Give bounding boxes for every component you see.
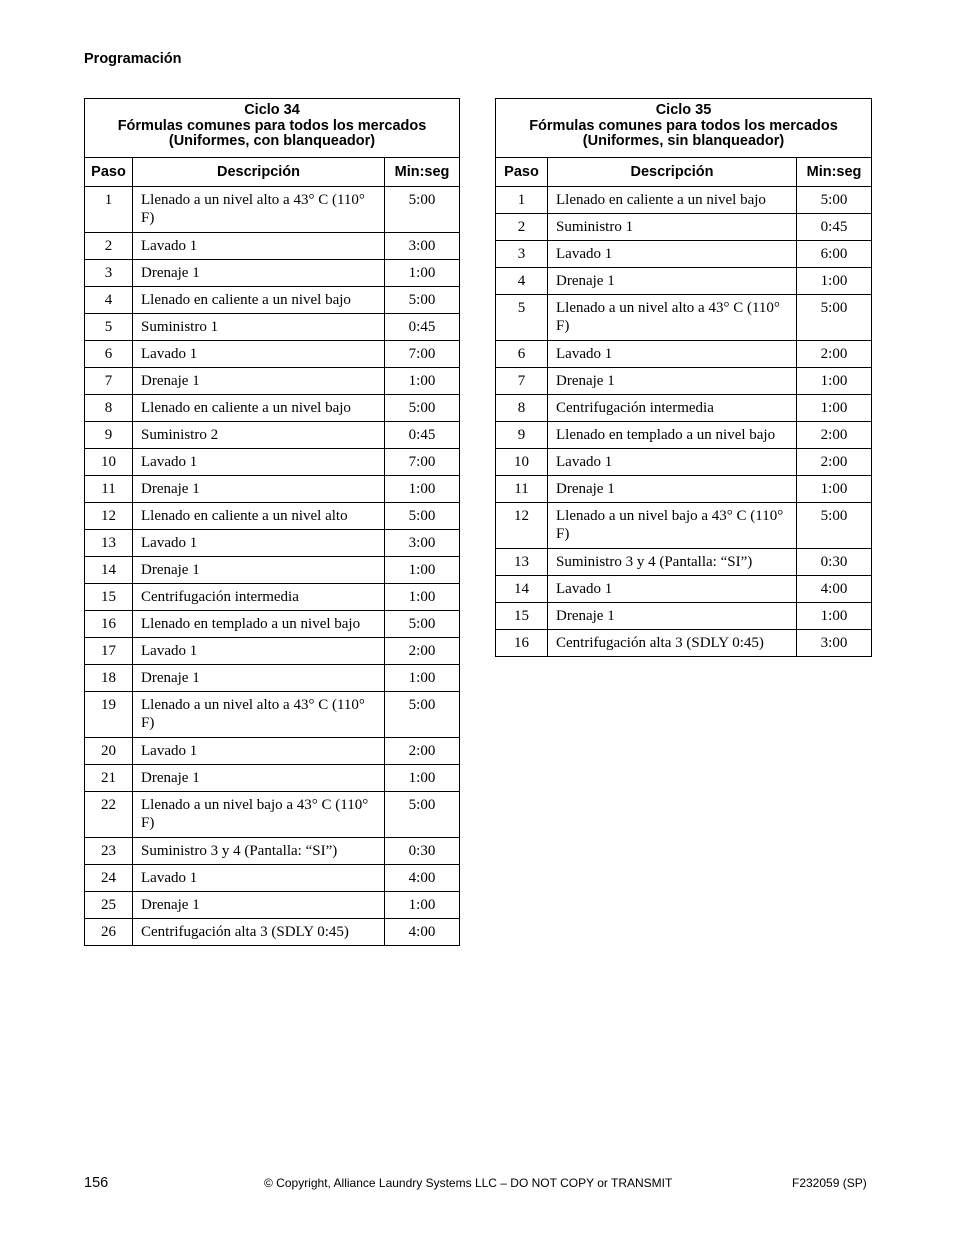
time-cell: 5:00 — [797, 503, 872, 549]
description-cell: Lavado 1 — [133, 865, 385, 892]
table-row — [85, 260, 460, 287]
table-row — [496, 576, 872, 603]
step-number-cell: 14 — [496, 576, 548, 603]
table-row — [496, 476, 872, 503]
step-number-cell: 15 — [85, 584, 133, 611]
step-number-cell: 18 — [85, 665, 133, 692]
description-cell: Llenado en caliente a un nivel bajo — [133, 287, 385, 314]
step-number-cell: 17 — [85, 638, 133, 665]
description-cell: Llenado a un nivel alto a 43° C (110° F) — [133, 187, 385, 233]
table-row — [85, 395, 460, 422]
description-cell: Llenado a un nivel alto a 43° C (110° F) — [548, 295, 797, 341]
time-cell: 5:00 — [385, 692, 460, 738]
table-caption — [85, 99, 460, 158]
description-cell: Centrifugación alta 3 (SDLY 0:45) — [548, 630, 797, 657]
step-number-cell: 1 — [85, 187, 133, 233]
table-row — [85, 692, 460, 738]
time-cell: 7:00 — [385, 341, 460, 368]
table-row — [496, 549, 872, 576]
step-number-cell: 2 — [496, 214, 548, 241]
description-cell: Lavado 1 — [133, 738, 385, 765]
step-number-cell: 4 — [496, 268, 548, 295]
table-row — [496, 449, 872, 476]
time-cell: 5:00 — [797, 187, 872, 214]
step-number-cell: 15 — [496, 603, 548, 630]
step-number-cell: 21 — [85, 765, 133, 792]
step-number-cell: 22 — [85, 792, 133, 838]
time-cell: 1:00 — [797, 603, 872, 630]
description-cell: Drenaje 1 — [548, 603, 797, 630]
time-cell: 3:00 — [385, 233, 460, 260]
description-cell: Drenaje 1 — [133, 665, 385, 692]
table-row — [85, 233, 460, 260]
time-cell: 1:00 — [385, 557, 460, 584]
time-cell: 4:00 — [797, 576, 872, 603]
cycle-subtitle-detail: (Uniformes, sin blanqueador) — [582, 133, 785, 149]
table-row — [85, 449, 460, 476]
description-cell: Lavado 1 — [548, 241, 797, 268]
copyright-notice: © Copyright, Alliance Laundry Systems LLC – DO NOT COPY or TRANSMIT — [264, 1176, 673, 1190]
cycle-34-table — [84, 98, 460, 946]
description-cell: Lavado 1 — [133, 233, 385, 260]
time-cell: 5:00 — [385, 287, 460, 314]
table-row — [85, 892, 460, 919]
time-cell: 2:00 — [797, 422, 872, 449]
table-row — [496, 630, 872, 657]
table-row — [496, 603, 872, 630]
step-number-cell: 19 — [85, 692, 133, 738]
time-cell: 1:00 — [385, 765, 460, 792]
time-cell: 5:00 — [385, 611, 460, 638]
description-cell: Centrifugación intermedia — [548, 395, 797, 422]
step-number-cell: 2 — [85, 233, 133, 260]
table-row — [85, 919, 460, 946]
cycle-35-table — [495, 98, 872, 657]
description-cell: Lavado 1 — [133, 530, 385, 557]
step-number-cell: 23 — [85, 838, 133, 865]
description-cell: Suministro 3 y 4 (Pantalla: “SI”) — [548, 549, 797, 576]
description-cell: Drenaje 1 — [133, 892, 385, 919]
description-cell: Drenaje 1 — [133, 260, 385, 287]
time-cell: 2:00 — [385, 638, 460, 665]
table-row — [85, 476, 460, 503]
step-number-cell: 6 — [85, 341, 133, 368]
time-cell: 4:00 — [385, 919, 460, 946]
time-cell: 1:00 — [385, 476, 460, 503]
table-row — [85, 557, 460, 584]
table-row — [85, 530, 460, 557]
step-number-cell: 12 — [85, 503, 133, 530]
time-cell: 0:30 — [385, 838, 460, 865]
table-row — [85, 765, 460, 792]
description-cell: Llenado a un nivel bajo a 43° C (110° F) — [133, 792, 385, 838]
description-cell: Llenado en templado a un nivel bajo — [133, 611, 385, 638]
table-row — [85, 187, 460, 233]
cycle-subtitle-detail: (Uniformes, con blanqueador) — [168, 133, 376, 149]
step-number-cell: 20 — [85, 738, 133, 765]
step-number-cell: 3 — [496, 241, 548, 268]
table-row — [85, 341, 460, 368]
step-number-cell: 10 — [496, 449, 548, 476]
time-cell: 1:00 — [797, 268, 872, 295]
description-cell: Lavado 1 — [548, 341, 797, 368]
description-cell: Drenaje 1 — [548, 368, 797, 395]
description-cell: Suministro 2 — [133, 422, 385, 449]
cycle-title: Ciclo 34 — [244, 102, 300, 118]
step-number-cell: 5 — [496, 295, 548, 341]
time-cell: 1:00 — [385, 584, 460, 611]
step-number-cell: 11 — [496, 476, 548, 503]
step-number-cell: 25 — [85, 892, 133, 919]
description-cell: Drenaje 1 — [548, 268, 797, 295]
table-row — [496, 187, 872, 214]
step-number-cell: 1 — [496, 187, 548, 214]
step-number-cell: 9 — [85, 422, 133, 449]
time-cell: 2:00 — [797, 341, 872, 368]
description-cell: Suministro 1 — [548, 214, 797, 241]
table-row — [85, 738, 460, 765]
page-number: 156 — [84, 1175, 109, 1191]
table-row — [85, 665, 460, 692]
step-number-cell: 11 — [85, 476, 133, 503]
table-row — [85, 368, 460, 395]
time-cell: 0:45 — [797, 214, 872, 241]
description-cell: Centrifugación alta 3 (SDLY 0:45) — [133, 919, 385, 946]
step-number-cell: 26 — [85, 919, 133, 946]
cycle-title: Ciclo 35 — [655, 102, 712, 118]
step-number-cell: 7 — [85, 368, 133, 395]
table-row — [85, 792, 460, 838]
description-cell: Llenado a un nivel bajo a 43° C (110° F) — [548, 503, 797, 549]
time-cell: 5:00 — [385, 187, 460, 233]
column-header-paso: Paso — [496, 158, 548, 187]
section-title: Programación — [84, 51, 182, 67]
step-number-cell: 6 — [496, 341, 548, 368]
step-number-cell: 12 — [496, 503, 548, 549]
time-cell: 3:00 — [385, 530, 460, 557]
description-cell: Llenado en caliente a un nivel bajo — [133, 395, 385, 422]
time-cell: 3:00 — [797, 630, 872, 657]
time-cell: 5:00 — [385, 792, 460, 838]
table-row — [85, 503, 460, 530]
step-number-cell: 9 — [496, 422, 548, 449]
time-cell: 2:00 — [797, 449, 872, 476]
step-number-cell: 7 — [496, 368, 548, 395]
table-row — [496, 368, 872, 395]
step-number-cell: 13 — [496, 549, 548, 576]
time-cell: 4:00 — [385, 865, 460, 892]
table-row — [496, 395, 872, 422]
description-cell: Lavado 1 — [133, 449, 385, 476]
description-cell: Llenado en caliente a un nivel bajo — [548, 187, 797, 214]
description-cell: Lavado 1 — [548, 449, 797, 476]
description-cell: Drenaje 1 — [548, 476, 797, 503]
description-cell: Drenaje 1 — [133, 765, 385, 792]
table-row — [496, 295, 872, 341]
time-cell: 7:00 — [385, 449, 460, 476]
table-row — [496, 268, 872, 295]
time-cell: 0:30 — [797, 549, 872, 576]
description-cell: Drenaje 1 — [133, 557, 385, 584]
step-number-cell: 8 — [85, 395, 133, 422]
table-row — [85, 314, 460, 341]
description-cell: Lavado 1 — [133, 638, 385, 665]
time-cell: 1:00 — [385, 892, 460, 919]
time-cell: 5:00 — [385, 503, 460, 530]
column-header-descripcion: Descripción — [133, 158, 385, 187]
description-cell: Drenaje 1 — [133, 476, 385, 503]
time-cell: 1:00 — [797, 368, 872, 395]
step-number-cell: 8 — [496, 395, 548, 422]
time-cell: 1:00 — [385, 260, 460, 287]
time-cell: 2:00 — [385, 738, 460, 765]
table-row — [496, 214, 872, 241]
step-number-cell: 24 — [85, 865, 133, 892]
step-number-cell: 16 — [85, 611, 133, 638]
time-cell: 5:00 — [385, 395, 460, 422]
step-number-cell: 14 — [85, 557, 133, 584]
column-header-minseg: Min:seg — [797, 158, 872, 187]
description-cell: Centrifugación intermedia — [133, 584, 385, 611]
step-number-cell: 3 — [85, 260, 133, 287]
step-number-cell: 5 — [85, 314, 133, 341]
table-row — [496, 503, 872, 549]
time-cell: 5:00 — [797, 295, 872, 341]
time-cell: 1:00 — [797, 476, 872, 503]
description-cell: Suministro 3 y 4 (Pantalla: “SI”) — [133, 838, 385, 865]
time-cell: 6:00 — [797, 241, 872, 268]
step-number-cell: 16 — [496, 630, 548, 657]
description-cell: Suministro 1 — [133, 314, 385, 341]
time-cell: 1:00 — [797, 395, 872, 422]
time-cell: 1:00 — [385, 368, 460, 395]
step-number-cell: 13 — [85, 530, 133, 557]
column-header-descripcion: Descripción — [548, 158, 797, 187]
cycle-subtitle: Fórmulas comunes para todos los mercados — [529, 117, 838, 134]
step-number-cell: 10 — [85, 449, 133, 476]
column-header-minseg: Min:seg — [385, 158, 460, 187]
table-row — [496, 241, 872, 268]
step-number-cell: 4 — [85, 287, 133, 314]
table-row — [85, 287, 460, 314]
document-number: F232059 (SP) — [792, 1176, 867, 1190]
description-cell: Lavado 1 — [133, 341, 385, 368]
description-cell: Llenado en templado a un nivel bajo — [548, 422, 797, 449]
table-row — [496, 422, 872, 449]
table-row — [496, 341, 872, 368]
table-caption — [496, 99, 872, 158]
description-cell: Lavado 1 — [548, 576, 797, 603]
table-row — [85, 422, 460, 449]
description-cell: Llenado a un nivel alto a 43° C (110° F) — [133, 692, 385, 738]
table-row — [85, 865, 460, 892]
table-row — [85, 838, 460, 865]
table-row — [85, 584, 460, 611]
table-row — [85, 611, 460, 638]
time-cell: 1:00 — [385, 665, 460, 692]
table-row — [85, 638, 460, 665]
time-cell: 0:45 — [385, 422, 460, 449]
column-header-paso: Paso — [85, 158, 133, 187]
time-cell: 0:45 — [385, 314, 460, 341]
description-cell: Drenaje 1 — [133, 368, 385, 395]
cycle-subtitle: Fórmulas comunes para todos los mercados — [117, 117, 427, 134]
description-cell: Llenado en caliente a un nivel alto — [133, 503, 385, 530]
